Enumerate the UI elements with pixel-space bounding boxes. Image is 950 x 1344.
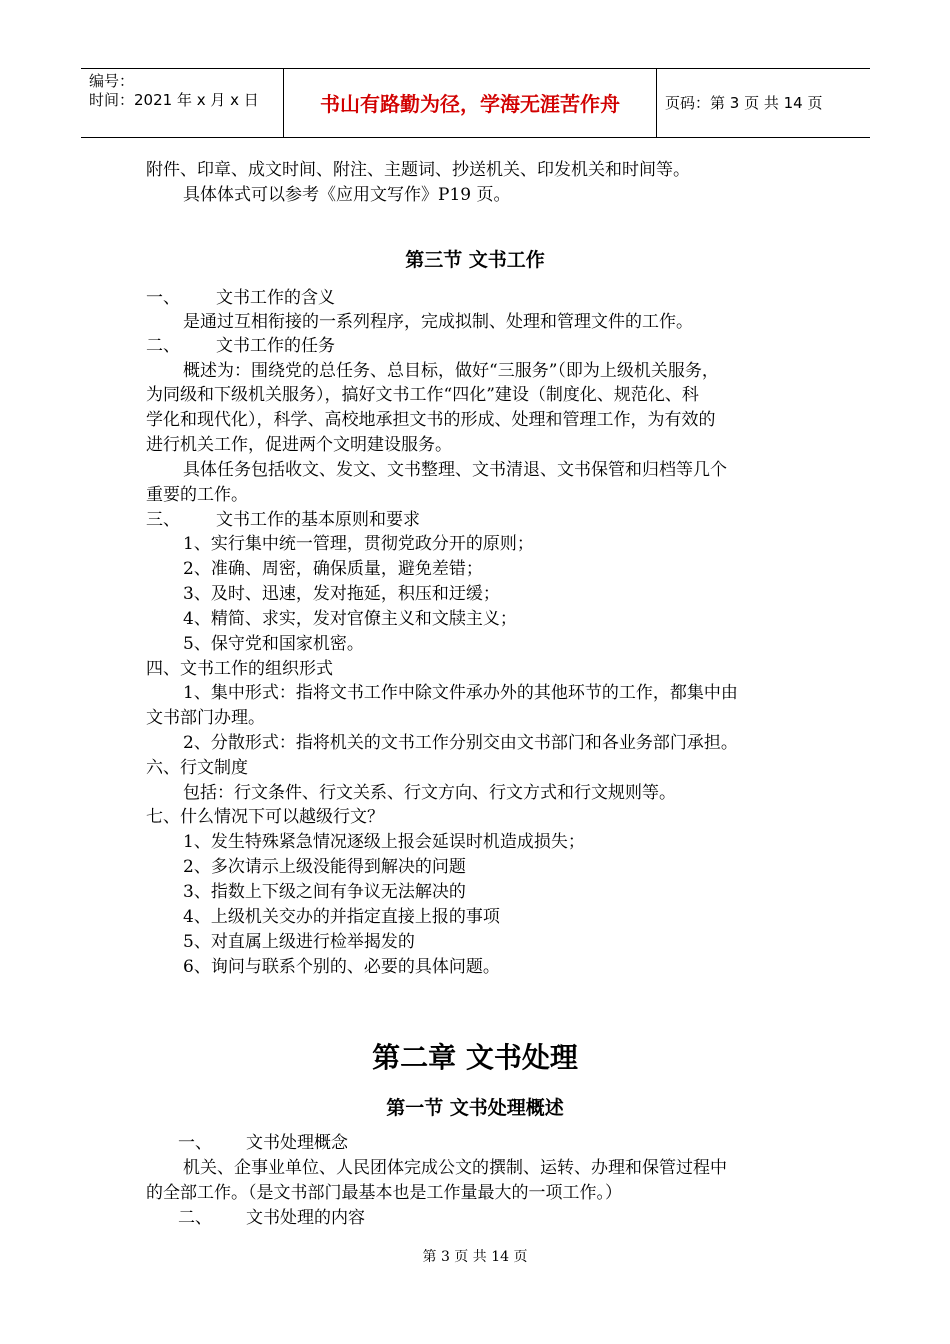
chapter-heading: 第二章 文书处理	[372, 1041, 578, 1074]
page-footer: 第 3 页 共 14 页	[422, 1249, 528, 1265]
list-number: 二、	[146, 336, 180, 356]
list-heading	[178, 1206, 365, 1230]
paragraph-line: 机关、企事业单位、人民团体完成公文的撰制、运转、办理和保管过程中	[183, 1158, 727, 1178]
list-item: 6、询问与联系个别的、必要的具体问题。	[183, 957, 500, 977]
paragraph-line: 的全部工作。（是文书部门最基本也是工作量最大的一项工作。）	[146, 1183, 622, 1203]
list-number: 一、	[146, 288, 180, 308]
paragraph-line: 具体体式可以参考《应用文写作》P19 页。	[183, 185, 511, 205]
header-motto: 书山有路勤为径，学海无涯苦作舟	[320, 92, 620, 116]
list-heading	[146, 334, 335, 358]
list-heading: 七、什么情况下可以越级行文？	[146, 807, 384, 827]
paragraph-line: 附件、印章、成文时间、附注、主题词、抄送机关、印发机关和时间等。	[146, 160, 690, 180]
header-info-cell	[81, 69, 283, 137]
list-item: 2、准确、周密，确保质量，避免差错；	[183, 559, 483, 579]
list-item: 5、对直属上级进行检举揭发的	[183, 932, 415, 952]
list-item: 4、上级机关交办的并指定直接上报的事项	[183, 907, 500, 927]
serial-label: 编号：	[89, 72, 135, 90]
paragraph-line: 重要的工作。	[146, 485, 248, 505]
section-heading: 第一节 文书处理概述	[386, 1097, 564, 1119]
list-title: 文书处理概念	[246, 1133, 348, 1153]
list-heading	[178, 1131, 348, 1155]
list-title: 文书工作的基本原则和要求	[216, 510, 420, 530]
list-heading	[146, 286, 335, 310]
list-number: 一、	[178, 1133, 212, 1153]
list-number: 三、	[146, 510, 180, 530]
list-item: 5、保守党和国家机密。	[183, 634, 364, 654]
list-item: 4、精简、求实，发对官僚主义和文牍主义；	[183, 609, 517, 629]
list-heading	[146, 508, 420, 532]
paragraph-line: 是通过互相衔接的一系列程序，完成拟制、处理和管理文件的工作。	[183, 312, 693, 332]
header-page-number: 页码：第 3 页 共 14 页	[665, 94, 823, 112]
paragraph-line: 学化和现代化），科学、高校地承担文书的形成、处理和管理工作，为有效的	[146, 410, 716, 430]
date-label: 时间：2021 年 x 月 x 日	[89, 91, 259, 109]
list-title: 文书工作的任务	[216, 336, 335, 356]
paragraph-line: 包括：行文条件、行文关系、行文方向、行文方式和行文规则等。	[183, 783, 676, 803]
paragraph-line: 文书部门办理。	[146, 708, 265, 728]
list-title: 文书处理的内容	[246, 1208, 365, 1228]
paragraph-line: 进行机关工作，促进两个文明建设服务。	[146, 435, 452, 455]
list-item: 1、发生特殊紧急情况逐级上报会延误时机造成损失；	[183, 832, 585, 852]
list-heading: 四、文书工作的组织形式	[146, 659, 333, 679]
section-heading: 第三节 文书工作	[405, 249, 545, 271]
list-heading: 六、行文制度	[146, 758, 248, 778]
list-title: 文书工作的含义	[216, 288, 335, 308]
page-header	[81, 68, 870, 138]
list-item: 1、实行集中统一管理，贯彻党政分开的原则；	[183, 534, 534, 554]
list-number: 二、	[178, 1208, 212, 1228]
list-item: 2、多次请示上级没能得到解决的问题	[183, 857, 466, 877]
paragraph-line: 1、集中形式：指将文书工作中除文件承办外的其他环节的工作，都集中由	[183, 683, 738, 703]
list-item: 3、及时、迅速，发对拖延，积压和迂缓；	[183, 584, 500, 604]
header-motto-cell	[283, 69, 657, 137]
header-page-cell	[655, 69, 870, 137]
list-item: 3、指数上下级之间有争议无法解决的	[183, 882, 466, 902]
paragraph-line: 概述为：围绕党的总任务、总目标，做好“三服务”（即为上级机关服务，	[183, 361, 719, 381]
paragraph-line: 2、分散形式：指将机关的文书工作分别交由文书部门和各业务部门承担。	[183, 733, 738, 753]
paragraph-line: 具体任务包括收文、发文、文书整理、文书清退、文书保管和归档等几个	[183, 460, 727, 480]
paragraph-line: 为同级和下级机关服务），搞好文书工作“四化”建设（制度化、规范化、科	[146, 385, 699, 405]
